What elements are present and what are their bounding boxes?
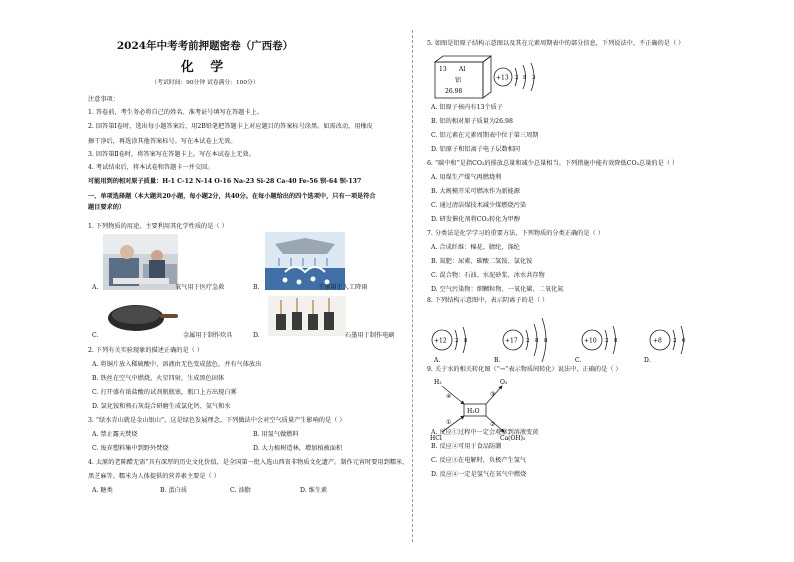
subject-title: 化 学 <box>180 60 230 75</box>
q6-option-a: A. 用煤生产煤气再燃烧利 <box>431 174 502 181</box>
notes-heading: 注意事项： <box>88 96 119 103</box>
q8-d-shell-2: 6 <box>682 338 686 344</box>
note-3: 3. 回答第Ⅱ卷时，将答案写在答题卡上。写在本试卷上无效。 <box>88 151 255 158</box>
q9-caoh-label: Ca(OH)₂ <box>500 435 526 442</box>
q8-stem: 8. 下列结构示意图中，表示阴离子的是（ ） <box>427 297 549 304</box>
section-heading-cont: 题目要求的） <box>88 204 126 211</box>
q5-shell-3: 3 <box>532 75 536 81</box>
q5-cell-mass: 26.98 <box>445 88 463 95</box>
q1-option-a-label: A. <box>92 284 99 291</box>
q1-option-a-text: 氧气用于医疗急救 <box>175 284 225 291</box>
atomic-mass-line: 可能用到的相对原子质量：H-1 C-12 N-14 O-16 Na-23 Si-28 Ca-40 Fe-56 钡-64 钡-137 <box>88 178 362 185</box>
q3-stem: 3. “绿水青山就是金山银山”，这是绿色发展理念。下列做法中会对空气质量产生影响的是（ ） <box>88 417 346 424</box>
q8-b-shell-2: 8 <box>535 338 539 344</box>
q5-cell-number: 13 <box>439 66 447 73</box>
q3-option-d: D. 大力植树造林，增加植被面积 <box>253 445 343 452</box>
q8-d-label: D. <box>644 357 651 364</box>
q1-photo-dry-ice <box>265 232 345 290</box>
q9-marker-4: ④ <box>446 393 452 400</box>
note-4: 4. 考试结束后，将本试卷和答题卡一并交回。 <box>88 164 214 171</box>
q5-cell-symbol: Al <box>459 66 466 73</box>
q8-a-shell-2: 8 <box>464 338 468 344</box>
q5-option-c: C. 铝元素在元素周期表中位于第三周期 <box>431 132 539 139</box>
q4-option-d: D. 维生素 <box>300 487 328 494</box>
q9-o2-label: O₂ <box>500 379 508 386</box>
q2-stem: 2. 下列有关实验现象的描述正确的是（ ） <box>88 347 204 354</box>
q1-option-c-label: C. <box>92 332 99 339</box>
q8-d-nucleus: +8 <box>653 337 662 345</box>
q8-b-shell-3: 8 <box>544 338 548 344</box>
note-2: 2. 回答第Ⅰ卷时，选出每小题答案后，用2B铅笔把答题卡上对应题目的答案标号涂黑。如需改动，用橡皮 <box>88 123 373 130</box>
q2-option-a: A. 将铜片放入稀硫酸中，溶液由无色变成蓝色，并有气体放出 <box>92 361 262 368</box>
q2-option-b: B. 铁丝在空气中燃烧，火星四射，生成黑色固体 <box>92 375 225 382</box>
q3-option-a: A. 禁止露天焚烧 <box>92 431 138 438</box>
q6-option-d: D. 研发催化剂将CO₂转化为甲醇 <box>431 216 521 223</box>
q8-c-shell-1: 2 <box>605 338 609 344</box>
q7-option-a: A. 合成纤维：棉花、腈纶、涤纶 <box>431 244 520 251</box>
q7-option-d: D. 空气污染物：细颗粒物、一氧化碳、二氧化氮 <box>431 286 564 293</box>
q9-marker-1: ① <box>446 419 452 426</box>
q5-atom-diagram <box>491 60 547 94</box>
q5-option-d: D. 铝原子和铝离子电子层数相同 <box>431 146 521 153</box>
q1-option-b-text: 干冰用于人工降雨 <box>318 284 368 291</box>
q8-c-shell-2: 8 <box>614 338 618 344</box>
q8-c-nucleus: +10 <box>584 337 597 345</box>
q6-option-b: B. 大规模开采可燃冰作为新能源 <box>431 188 520 195</box>
q7-option-c: C. 混合物：石油、水泥砂浆、冰水共存物 <box>431 272 545 279</box>
section-heading: 一、单项选择题（本大题共20小题，每小题2分，共40分。在每小题给出的四个选项中，只有一项是符合 <box>88 193 376 200</box>
q8-b-label: B. <box>494 357 501 364</box>
q1-photo-brushes <box>268 296 346 336</box>
q3-option-c: C. 废弃塑料集中到野外焚烧 <box>92 445 169 452</box>
q4-option-b: B. 蛋白质 <box>160 487 188 494</box>
q8-b-shell-1: 2 <box>526 338 530 344</box>
q8-a-label: A. <box>434 357 441 364</box>
q9-option-b: B. 反应②可用于食品防潮 <box>431 443 502 450</box>
q1-stem: 1. 下列物质的用途，主要利用其化学性质的是（ ） <box>88 223 228 230</box>
q5-periodic-cell <box>433 54 493 100</box>
q5-option-b: B. 铝的相对原子质量为26.98 <box>431 118 513 125</box>
q7-stem: 7. 分类法是化学学习的重要方法，下列物质的分类正确的是（ ） <box>427 230 604 237</box>
q1-option-d-text: 石墨用于制作电刷 <box>345 332 395 339</box>
q1-option-c-text: 金属用于制作炊具 <box>183 332 233 339</box>
q4-stem-line1: 4. 太原的老陈醋无需“具有深厚的历史文化价值，是全国第一批入选山西省非物质文化遗产。制作元宵时要用到糯米、 <box>88 459 409 466</box>
q8-a-shell-1: 2 <box>455 338 459 344</box>
q8-a-nucleus: +12 <box>434 337 447 345</box>
q9-option-c: C. 反应③在电解时，负极产生氢气 <box>431 457 527 464</box>
exam-meta: （考试时间：90分钟 试卷满分：100分） <box>151 80 259 86</box>
note-2-cont: 擦干净后，再选涂其他答案标号。写在本试卷上无效。 <box>88 138 237 145</box>
q5-nucleus: +13 <box>496 74 509 82</box>
q5-option-a: A. 铝原子核内有13个质子 <box>431 104 503 111</box>
q1-photo-wok <box>106 300 178 338</box>
q3-option-b: B. 用氢气做燃料 <box>253 431 299 438</box>
q1-option-b-label: B. <box>253 284 260 291</box>
note-1: 1. 答卷前，考生务必将自己的姓名、准考证号填写在答题卡上。 <box>88 109 263 116</box>
q8-d-shell-1: 2 <box>673 338 677 344</box>
q9-marker-2: ② <box>490 421 496 428</box>
q4-option-c: C. 油脂 <box>230 487 251 494</box>
exam-title: 2024年中考考前押题密卷（广西卷） <box>116 40 294 52</box>
q9-marker-3: ③ <box>490 391 496 398</box>
q9-stem: 9. 关于水的相关转化图（“→”表示物质间转化）说法中，正确的是（ ） <box>427 366 622 373</box>
q6-option-c: C. 通过清洁煤技术减少煤燃烧污染 <box>431 202 527 209</box>
q9-hcl-label: HCl <box>430 435 442 442</box>
q9-option-d: D. 反应④一定是氢气在氧气中燃烧 <box>431 471 527 478</box>
q7-option-b: B. 氮肥：尿素、碳酸二氢铵、氯化铵 <box>431 258 533 265</box>
q8-diagrams <box>420 310 720 366</box>
q1-option-d-label: D. <box>253 332 260 339</box>
q4-stem-line2: 黑芝麻等。糯米为人体提供的营养素主要是（ ） <box>88 473 220 480</box>
q6-stem: 6. “碳中和”是指CO₂的排放总量和减少总量相当。下列措施中能有效降低CO₂总量的是（ ） <box>427 160 679 167</box>
q2-option-d: D. 氯化铵和熟石灰混合研磨生成氯化钙、氨气和水 <box>92 403 231 410</box>
q2-option-c: C. 打开盛有浓盐酸的试剂瓶瓶塞，瓶口上方出现白雾 <box>92 389 237 396</box>
q5-stem: 5. 如图是铝原子结构示意图以及其在元素周期表中的部分信息，下列说法中，不正确的是（ ） <box>427 40 685 47</box>
q1-photo-medical <box>103 234 178 290</box>
q9-option-a: A. 反应①过程中一定会观察到溶液变黄 <box>431 429 539 436</box>
q5-cell-name: 铝 <box>455 77 462 84</box>
q8-b-nucleus: +17 <box>505 337 518 345</box>
q4-option-a: A. 糖类 <box>92 487 113 494</box>
q8-c-label: C. <box>575 357 582 364</box>
column-divider <box>412 30 413 542</box>
q5-shell-1: 2 <box>515 75 519 81</box>
q5-shell-2: 8 <box>523 75 527 81</box>
q9-h2-label: H₂ <box>434 379 442 386</box>
q9-h2o-label: H₂O <box>467 408 480 415</box>
